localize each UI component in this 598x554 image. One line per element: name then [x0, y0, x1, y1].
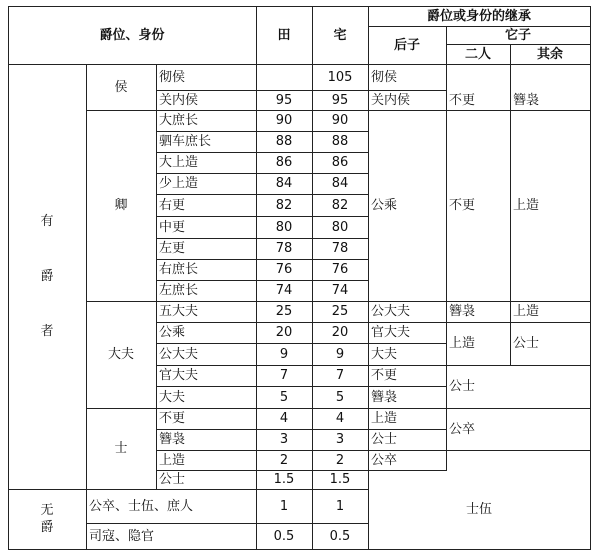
h-border — [368, 386, 447, 387]
succession-rest-guanneihou: 簪袅 — [513, 92, 540, 108]
rank-house-value: 9 — [335, 346, 345, 362]
rank-field-value: 76 — [275, 262, 293, 277]
h-border — [156, 152, 369, 153]
rank-name: 五大夫 — [159, 304, 199, 319]
header-two-people: 二人 — [464, 46, 491, 62]
h-border — [156, 216, 369, 217]
h-border — [156, 173, 369, 174]
rank-field-value: 5 — [279, 389, 289, 405]
succession-heir-dafu: 簪袅 — [371, 389, 398, 405]
rank-name: 驷车庶长 — [159, 134, 212, 149]
rank-field-value: 78 — [275, 241, 293, 256]
succession-heir-zanniao: 公士 — [371, 432, 398, 447]
rank-field-value: 2 — [279, 452, 289, 468]
rank-field-value: 7 — [279, 368, 289, 383]
succession-rest-wudafu: 上造 — [513, 304, 540, 319]
h-border — [8, 6, 591, 7]
rank-name: 公卒、士伍、庶人 — [89, 498, 194, 514]
h-border — [156, 322, 369, 323]
group-has-rank-char-2: 爵 — [40, 269, 54, 284]
rank-house-value: 76 — [331, 262, 349, 277]
group-no-rank-char-1: 无 — [40, 503, 54, 518]
rank-name: 公士 — [159, 472, 186, 487]
h-border — [156, 429, 369, 430]
rank-name: 公大夫 — [159, 346, 199, 362]
h-border — [368, 470, 447, 471]
rank-house-value: 3 — [335, 432, 345, 447]
rank-name: 大夫 — [159, 389, 186, 405]
h-border — [156, 301, 369, 302]
category-dafu: 大夫 — [107, 347, 134, 362]
rank-field-value: 20 — [275, 325, 293, 340]
rank-name: 关内侯 — [159, 92, 199, 108]
group-no-rank-char-2: 爵 — [40, 520, 54, 535]
succession-heir-qing: 公乘 — [371, 198, 398, 213]
h-border — [8, 64, 591, 65]
group-has-rank — [8, 64, 86, 489]
v-border — [86, 64, 87, 550]
rank-field-value: 88 — [275, 134, 293, 149]
rank-name: 大上造 — [159, 155, 199, 170]
succession-two-qing: 不更 — [449, 198, 476, 213]
h-border — [156, 259, 369, 260]
rank-name: 不更 — [159, 411, 186, 426]
h-border — [156, 280, 369, 281]
rank-name: 大庶长 — [159, 113, 199, 128]
succession-heir-gongdafu: 大夫 — [371, 346, 398, 362]
succession-two-gongcheng-gongdafu: 上造 — [449, 336, 476, 351]
category-qing: 卿 — [114, 198, 128, 213]
succession-heir-guanneihou: 关内侯 — [371, 92, 411, 108]
rank-field-value: 4 — [279, 411, 289, 426]
rank-name: 左更 — [159, 241, 186, 256]
h-border — [446, 44, 591, 45]
h-border — [86, 110, 157, 111]
rank-field-value — [256, 64, 312, 90]
succession-heir-wudafu: 公大夫 — [371, 304, 411, 319]
rank-house-value: 20 — [331, 325, 349, 340]
rank-name: 左庶长 — [159, 283, 199, 298]
rank-name: 上造 — [159, 452, 186, 468]
rank-name: 右更 — [159, 197, 186, 213]
h-border — [86, 489, 369, 490]
v-border — [8, 6, 9, 550]
rank-house-value: 74 — [331, 283, 349, 298]
rank-house-value: 86 — [331, 155, 349, 170]
v-border — [368, 6, 369, 550]
rank-house-value: 82 — [331, 197, 349, 213]
h-border — [156, 365, 369, 366]
header-the-rest: 其余 — [536, 46, 563, 62]
rank-house-value: 2 — [335, 452, 345, 468]
header-field: 田 — [277, 27, 291, 43]
group-has-rank-char-3: 者 — [40, 324, 54, 339]
v-border — [312, 6, 313, 550]
category-hou: 侯 — [114, 79, 128, 95]
rank-field-value: 1 — [279, 498, 289, 514]
rank-house-value: 5 — [335, 389, 345, 405]
rank-name: 公乘 — [159, 325, 186, 340]
h-border — [368, 365, 591, 366]
rank-field-value: 95 — [275, 92, 293, 108]
v-border — [446, 26, 447, 471]
rank-name: 中更 — [159, 219, 186, 235]
rank-field-value: 74 — [275, 283, 293, 298]
succession-heir-gongcheng: 官大夫 — [371, 325, 411, 340]
rank-field-value: 9 — [279, 346, 289, 362]
v-border — [590, 6, 591, 550]
succession-bottom: 士伍 — [465, 502, 492, 517]
rank-field-value: 0.5 — [273, 528, 295, 544]
rank-house-value: 1.5 — [329, 472, 351, 487]
h-border — [156, 194, 369, 195]
h-border — [8, 549, 591, 550]
rank-field-value: 1.5 — [273, 472, 295, 487]
succession-others-bugeng-zanniao: 公卒 — [449, 421, 476, 437]
rank-field-value: 3 — [279, 432, 289, 447]
succession-two-wudafu: 簪袅 — [449, 304, 476, 319]
rank-house-value: 4 — [335, 411, 345, 426]
rank-house-value: 88 — [331, 134, 349, 149]
succession-rest-gongcheng-gongdafu: 公士 — [513, 336, 540, 351]
rank-name: 少上造 — [159, 176, 199, 191]
v-border — [156, 64, 157, 490]
h-border — [156, 90, 369, 91]
h-border — [8, 489, 87, 490]
h-border — [368, 26, 591, 27]
rank-house-value: 25 — [331, 304, 349, 319]
h-border — [368, 301, 591, 302]
rank-field-value: 25 — [275, 304, 293, 319]
succession-heir-bugeng: 上造 — [371, 411, 398, 426]
rank-field-value: 86 — [275, 155, 293, 170]
h-border — [368, 110, 591, 111]
v-border — [510, 44, 511, 366]
h-border — [156, 386, 369, 387]
succession-heir-chehou: 彻侯 — [371, 69, 398, 85]
succession-heir-shangzao: 公卒 — [371, 452, 398, 468]
h-border — [156, 408, 369, 409]
rank-house-value: 90 — [331, 113, 349, 128]
rank-house-value: 95 — [331, 92, 349, 108]
succession-two-guanneihou: 不更 — [449, 92, 476, 108]
rank-house-value: 1 — [335, 498, 345, 514]
header-other-sons: 它子 — [504, 27, 531, 43]
rank-field-value: 80 — [275, 219, 293, 235]
h-border — [156, 343, 369, 344]
rank-house-value: 0.5 — [329, 528, 351, 544]
h-border — [156, 470, 369, 471]
header-rank-status: 爵位、身份 — [99, 27, 165, 43]
rank-name: 彻侯 — [159, 69, 186, 85]
h-border — [368, 408, 591, 409]
h-border — [156, 450, 369, 451]
succession-rest-qing: 上造 — [513, 198, 540, 213]
rank-house-value: 80 — [331, 219, 349, 235]
rank-field-value: 82 — [275, 197, 293, 213]
h-border — [368, 450, 591, 451]
h-border — [368, 343, 447, 344]
h-border — [86, 301, 157, 302]
rank-house-value: 84 — [331, 176, 349, 191]
header-house: 宅 — [333, 27, 347, 43]
rank-house-value: 78 — [331, 241, 349, 256]
h-border — [368, 90, 447, 91]
rank-house-value: 105 — [327, 69, 353, 85]
h-border — [156, 131, 369, 132]
h-border — [368, 322, 591, 323]
header-inheritance: 爵位或身份的继承 — [426, 8, 531, 24]
h-border — [86, 523, 369, 524]
v-border — [256, 6, 257, 550]
rank-field-value: 84 — [275, 176, 293, 191]
header-heir: 后子 — [393, 37, 420, 53]
rank-name: 右庶长 — [159, 262, 199, 277]
rank-house-value: 7 — [335, 368, 345, 383]
rank-field-value: 90 — [275, 113, 293, 128]
succession-others-guandafu-dafu: 公士 — [449, 379, 476, 394]
category-shi: 士 — [114, 441, 128, 456]
succession-heir-guandafu: 不更 — [371, 368, 398, 383]
h-border — [86, 408, 157, 409]
group-no-rank — [8, 489, 86, 549]
group-has-rank-char-1: 有 — [40, 214, 54, 229]
rank-name: 司寇、隐官 — [89, 528, 155, 544]
h-border — [156, 238, 369, 239]
rank-name: 簪袅 — [159, 432, 186, 447]
h-border — [156, 110, 369, 111]
rank-name: 官大夫 — [159, 368, 199, 383]
h-border — [368, 429, 447, 430]
